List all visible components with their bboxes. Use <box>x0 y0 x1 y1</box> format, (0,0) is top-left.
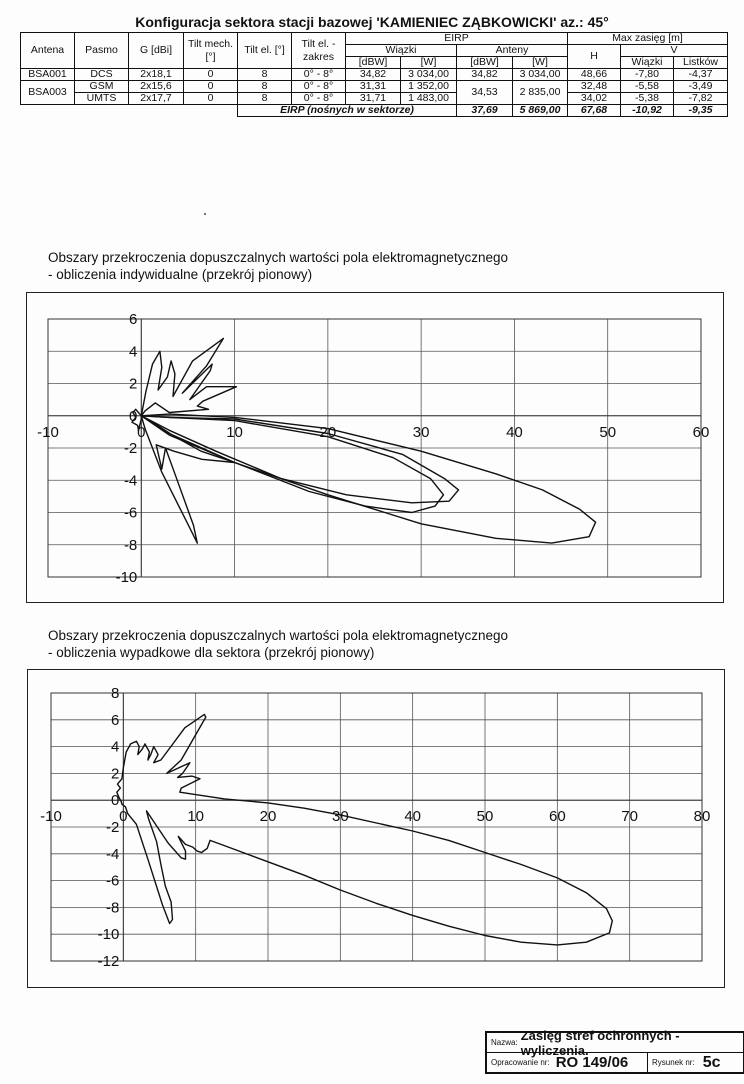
x-tick-label: 30 <box>412 423 430 441</box>
cell-gain: 2x17,7 <box>129 93 184 105</box>
y-tick-label: 4 <box>128 343 138 361</box>
y-tick-label: -2 <box>105 819 120 836</box>
drawing-value: 5c <box>702 1053 721 1071</box>
y-tick-label: -6 <box>123 504 138 522</box>
header-ant-dbw: [dBW] <box>457 57 513 69</box>
header-h: H <box>568 45 621 69</box>
cell-gain: 2x18,1 <box>129 69 184 81</box>
x-tick-label: 70 <box>621 808 639 826</box>
x-tick-label: 20 <box>259 808 277 826</box>
cell-v-beams: -5,58 <box>621 81 674 93</box>
total-ant-dbw: 37,69 <box>457 105 513 117</box>
header-ant-w: [W] <box>513 57 568 69</box>
cell-ant-dbw: 34,82 <box>457 69 513 81</box>
name-value: Zasięg stref ochronnych - wyliczenia. <box>520 1027 680 1058</box>
header-v-lobes: Listków <box>674 57 728 69</box>
y-tick-label: -2 <box>123 440 138 457</box>
x-tick-label: 50 <box>599 423 617 441</box>
y-tick-label: -6 <box>105 872 120 890</box>
x-tick-label: 50 <box>476 808 494 826</box>
cell-ant-w: 2 835,00 <box>513 81 568 105</box>
y-tick-label: -4 <box>105 845 120 863</box>
y-tick-label: 8 <box>110 685 120 702</box>
cell-beam-dbw: 31,31 <box>346 81 401 93</box>
cell-tilt-mech: 0 <box>184 69 238 81</box>
header-max-range: Max zasięg [m] <box>568 33 728 45</box>
header-beam-dbw: [dBW] <box>346 57 401 69</box>
x-tick-label: 30 <box>331 808 349 826</box>
x-tick-label: 60 <box>692 423 710 441</box>
header-tilt-el-range: Tilt el. - zakres <box>292 33 346 69</box>
cell-pasmo: GSM <box>75 81 129 93</box>
cell-v-lobes: -4,37 <box>674 69 728 81</box>
header-gain: G [dBi] <box>129 33 184 69</box>
section1-line1: Obszary przekroczenia dopuszczalnych wartości pola elektromagnetycznego <box>48 250 508 265</box>
cell-tilt-el: 8 <box>238 69 292 81</box>
cell-v-lobes: -3,49 <box>674 81 728 93</box>
work-value: RO 149/06 <box>555 1054 629 1071</box>
y-tick-label: -4 <box>123 472 138 490</box>
section1-line2: - obliczenia indywidualne (przekrój pionowy) <box>48 267 313 282</box>
header-beam-w: [W] <box>401 57 457 69</box>
section2-line2: - obliczenia wypadkowe dla sektora (przekrój pionowy) <box>48 645 375 660</box>
cell-range: 0° - 8° <box>292 69 346 81</box>
x-tick-label: 10 <box>226 423 243 441</box>
series-wypadkowa-sektora <box>117 714 613 945</box>
name-label: Nazwa: <box>491 1038 518 1047</box>
title-block <box>485 1027 744 1074</box>
section2-line1: Obszary przekroczenia dopuszczalnych wartości pola elektromagnetycznego <box>48 628 508 643</box>
y-tick-label: 0 <box>110 792 120 810</box>
cell-antena: BSA001 <box>21 69 75 81</box>
y-tick-label: -12 <box>97 953 120 970</box>
cell-tilt-mech: 0 <box>184 81 238 93</box>
cell-h: 34,02 <box>568 93 621 105</box>
header-tilt-el: Tilt el. [°] <box>238 33 292 69</box>
drawing-label: Rysunek nr: <box>652 1058 695 1067</box>
y-tick-label: 2 <box>128 375 138 393</box>
cell-pasmo: UMTS <box>75 93 129 105</box>
cell-v-beams: -5,38 <box>621 93 674 105</box>
cell-beam-dbw: 31,71 <box>346 93 401 105</box>
cell-gain: 2x15,6 <box>129 81 184 93</box>
x-tick-label: 20 <box>319 423 337 441</box>
header-antena: Antena <box>21 33 75 69</box>
cell-h: 32,48 <box>568 81 621 93</box>
header-v-beams: Wiązki <box>621 57 674 69</box>
cell-beam-w: 1 483,00 <box>401 93 457 105</box>
total-v-beams: -10,92 <box>621 105 674 117</box>
header-eirp-beams: Wiązki <box>346 45 457 57</box>
cell-h: 48,66 <box>568 69 621 81</box>
x-tick-label: 10 <box>187 808 205 826</box>
cell-range: 0° - 8° <box>292 81 346 93</box>
document-title: Konfiguracja sektora stacji bazowej 'KAMIENIEC ZĄBKOWICKI' az.: 45° <box>135 14 609 30</box>
y-tick-label: 6 <box>128 311 138 328</box>
title-block-number-row <box>487 1053 743 1072</box>
header-eirp: EIRP <box>346 33 568 45</box>
y-tick-label: 4 <box>110 738 120 756</box>
x-tick-label: 80 <box>693 808 711 826</box>
cell-ant-dbw: 34,53 <box>457 81 513 105</box>
cell-beam-dbw: 34,82 <box>346 69 401 81</box>
work-label: Opracowanie nr: <box>491 1058 550 1067</box>
title-block-name-row <box>487 1027 743 1058</box>
x-tick-label: -10 <box>40 808 62 826</box>
cell-range: 0° - 8° <box>292 93 346 105</box>
cell-antena: BSA003 <box>21 81 75 105</box>
y-tick-label: -8 <box>123 536 138 554</box>
y-tick-label: 0 <box>128 407 138 425</box>
header-tilt-mech: Tilt mech. [°] <box>184 33 238 69</box>
x-tick-label: 40 <box>506 423 523 441</box>
total-h: 67,68 <box>568 105 621 117</box>
header-pasmo: Pasmo <box>75 33 129 69</box>
total-ant-w: 5 869,00 <box>513 105 568 117</box>
x-tick-label: 0 <box>137 423 146 441</box>
x-tick-label: -10 <box>37 423 59 441</box>
x-tick-label: 60 <box>548 808 566 826</box>
header-eirp-antennas: Anteny <box>457 45 568 57</box>
cell-beam-w: 1 352,00 <box>401 81 457 93</box>
cell-ant-w: 3 034,00 <box>513 69 568 81</box>
y-tick-label: -10 <box>97 926 120 944</box>
header-v: V <box>621 45 728 57</box>
cell-v-lobes: -7,82 <box>674 93 728 105</box>
cell-tilt-mech: 0 <box>184 93 238 105</box>
total-v-lobes: -9,35 <box>674 105 728 117</box>
y-tick-label: -10 <box>115 569 138 586</box>
y-tick-label: -8 <box>105 899 120 917</box>
x-tick-label: 0 <box>119 808 128 826</box>
cell-pasmo: DCS <box>75 69 129 81</box>
cell-beam-w: 3 034,00 <box>401 69 457 81</box>
total-label: EIRP (nośnych w sektorze) <box>238 105 457 117</box>
x-tick-label: 40 <box>404 808 422 826</box>
cell-tilt-el: 8 <box>238 93 292 105</box>
cell-v-beams: -7,80 <box>621 69 674 81</box>
cell-tilt-el: 8 <box>238 81 292 93</box>
y-tick-label: 6 <box>110 711 120 729</box>
y-tick-label: 2 <box>110 765 120 783</box>
